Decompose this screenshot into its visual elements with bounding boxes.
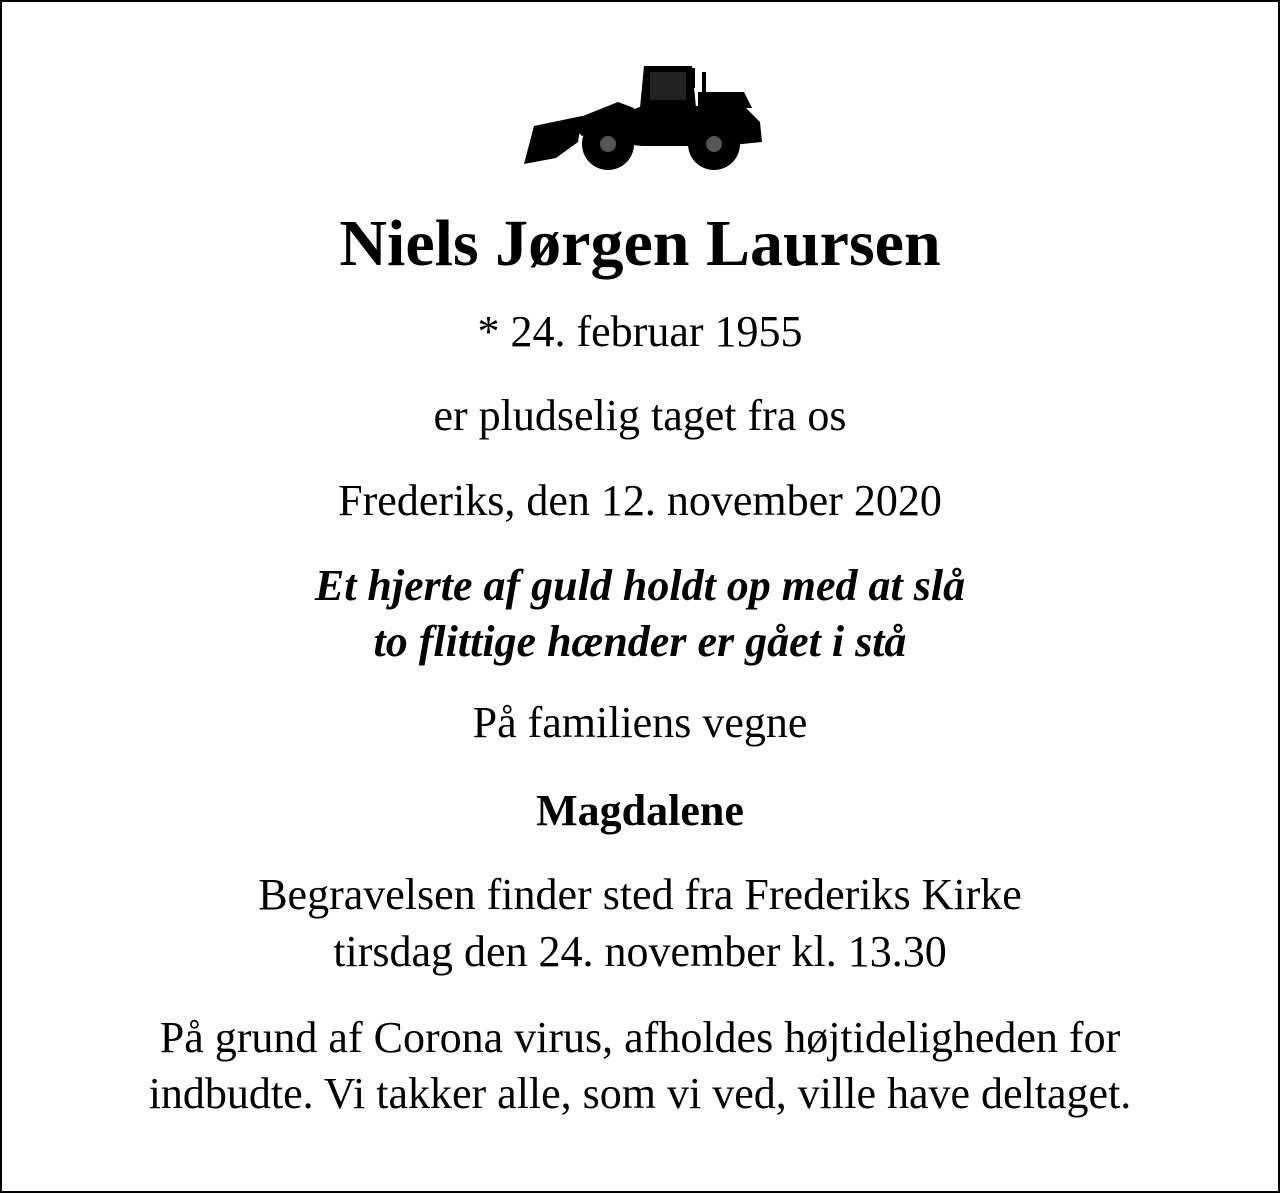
note-line: På grund af Corona virus, afholdes højtideligheden for bbox=[159, 1013, 1121, 1062]
memorial-verse bbox=[2, 558, 1278, 670]
funeral-line: Begravelsen finder sted fra Frederiks Kirke bbox=[258, 870, 1022, 919]
corona-note bbox=[2, 1010, 1278, 1122]
passing-message: er pludselig taget fra os bbox=[433, 391, 847, 440]
funeral-details bbox=[2, 866, 1278, 980]
verse-line: Et hjerte af guld holdt op med at slå bbox=[314, 561, 966, 610]
verse-line: to flittige hænder er gået i stå bbox=[373, 617, 907, 666]
note-line: indbudte. Vi takker alle, som vi ved, ville have deltaget. bbox=[148, 1069, 1132, 1118]
deceased-name: Niels Jørgen Laursen bbox=[339, 207, 941, 280]
funeral-line: tirsdag den 24. november kl. 13.30 bbox=[333, 927, 947, 976]
birth-date: * 24. februar 1955 bbox=[477, 307, 803, 356]
signer-name: Magdalene bbox=[536, 786, 744, 835]
on-behalf-text: På familiens vegne bbox=[472, 698, 808, 747]
wheel-loader-icon bbox=[522, 62, 764, 172]
place-and-date: Frederiks, den 12. november 2020 bbox=[338, 476, 942, 525]
